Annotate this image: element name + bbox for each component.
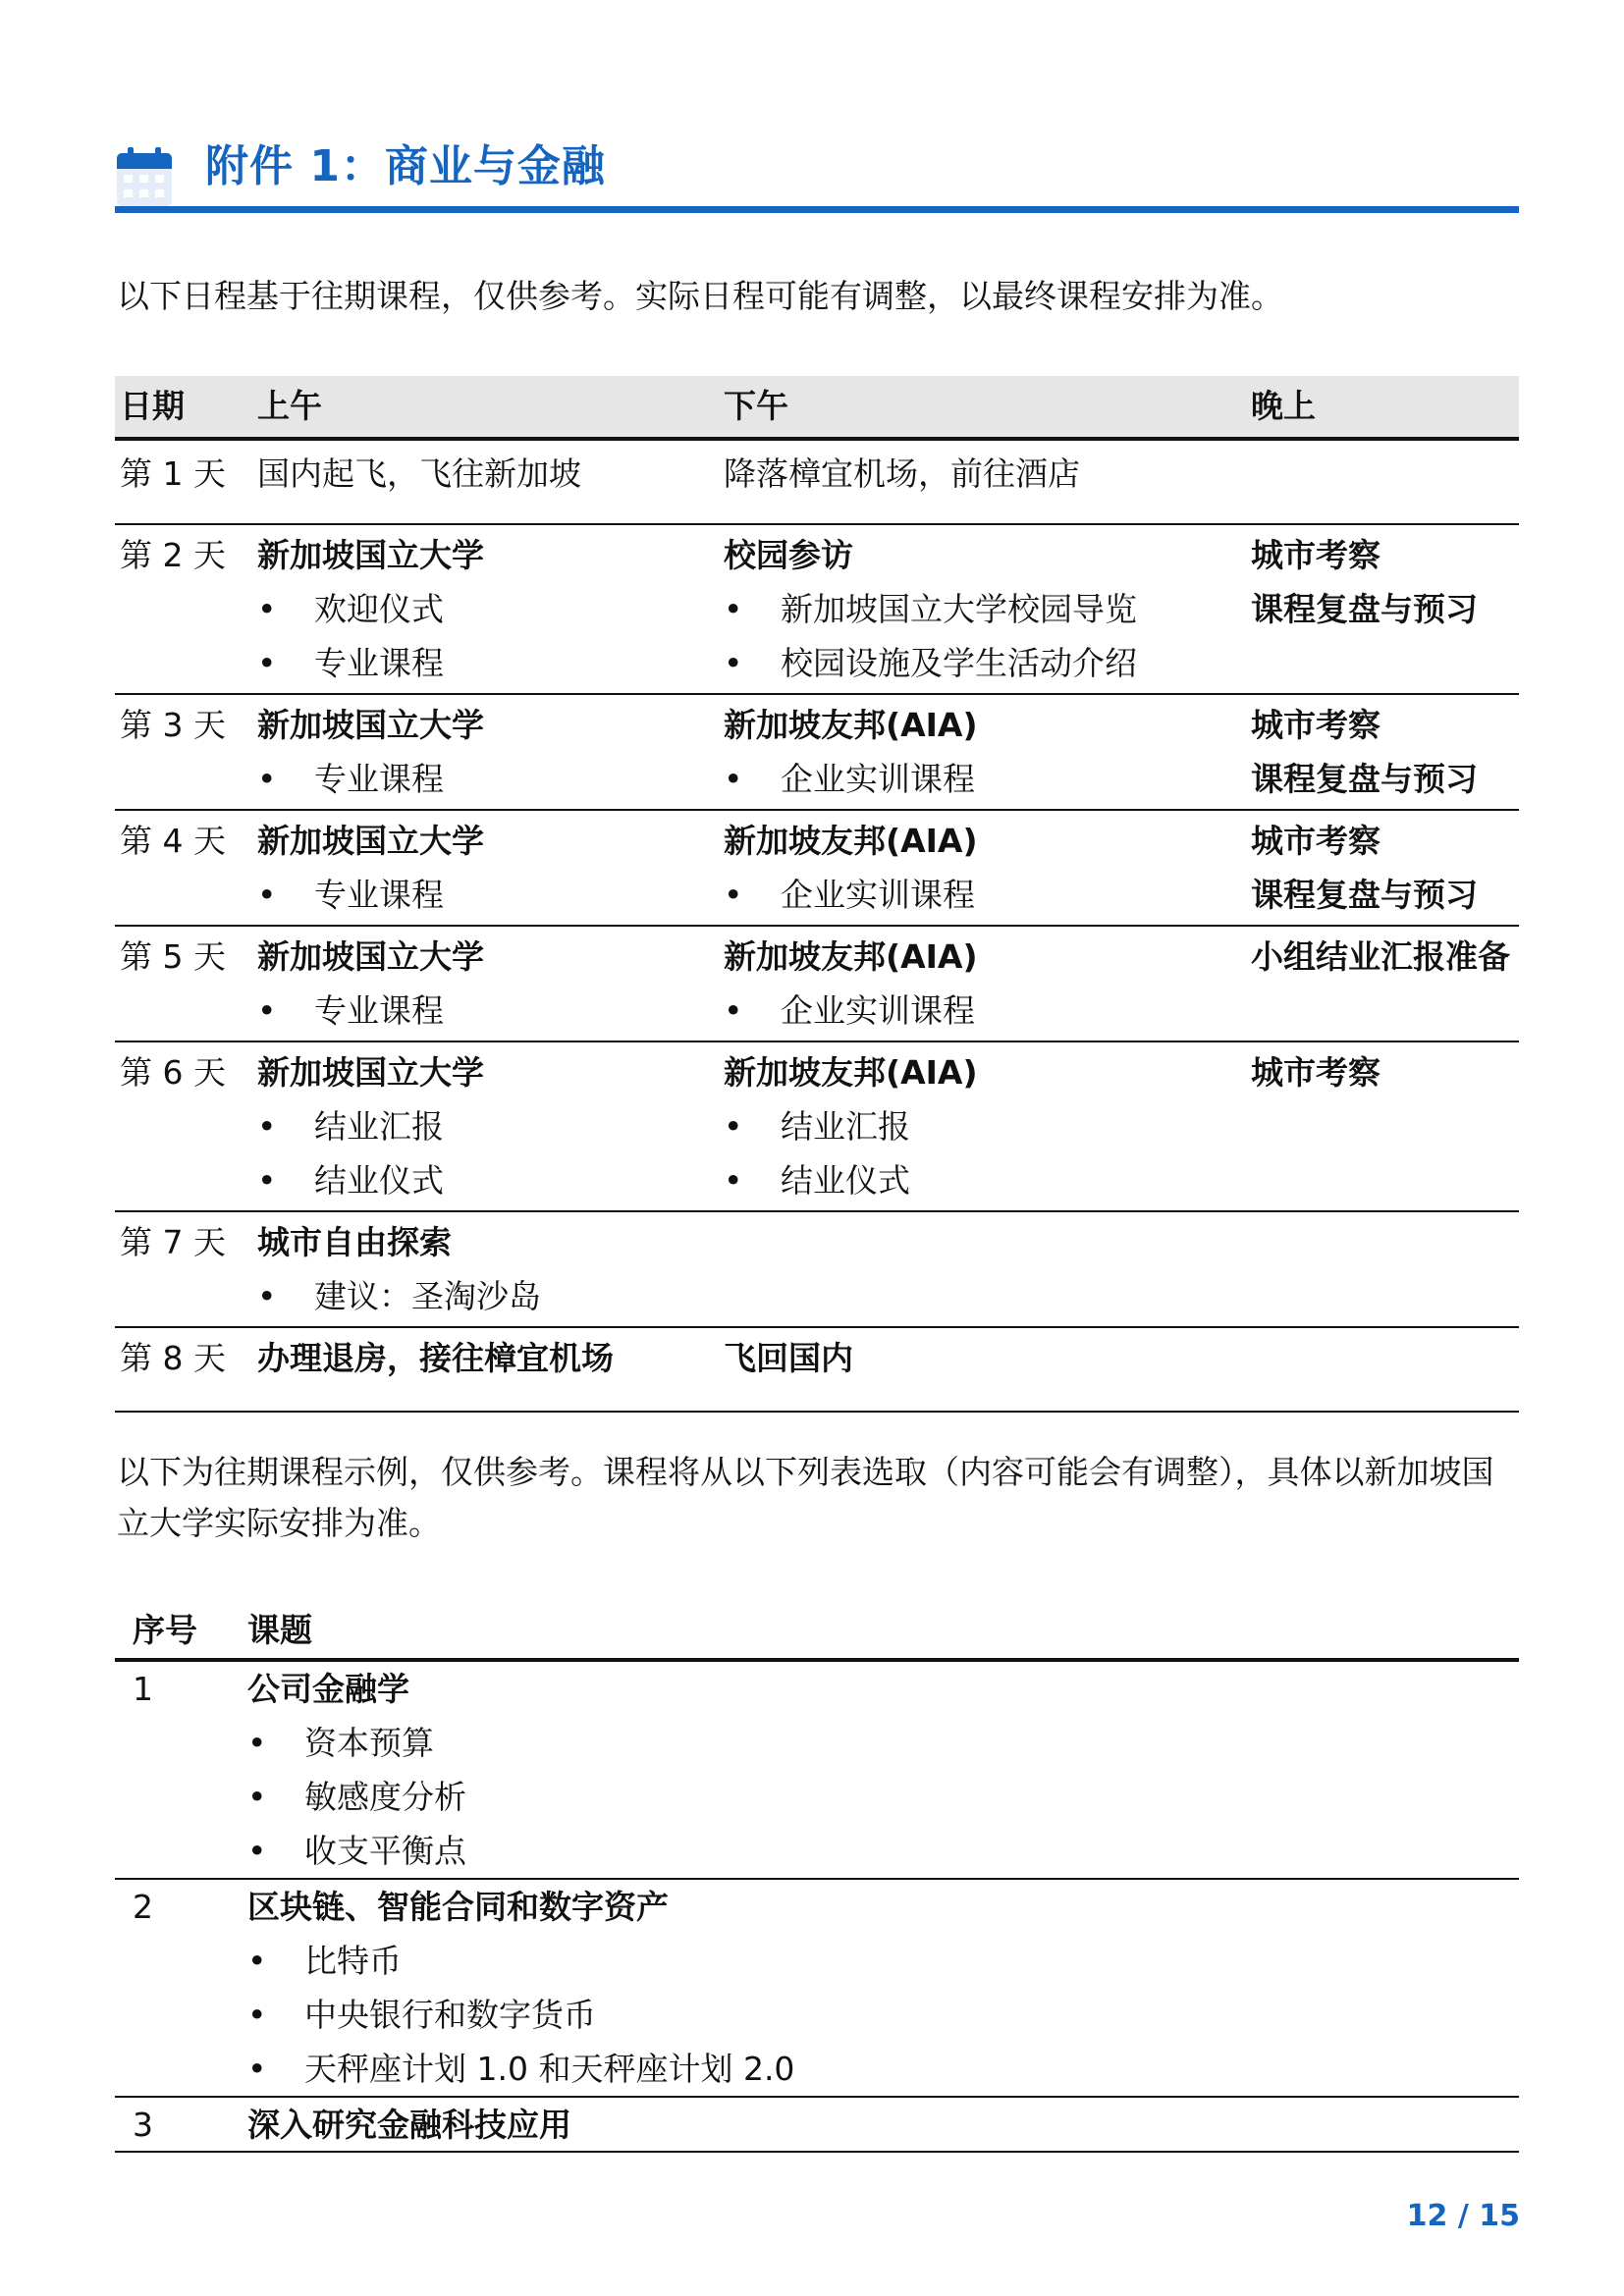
afternoon-cell <box>724 930 1234 1038</box>
evening-activity: 城市考察 <box>1251 536 1380 574</box>
day-label: 第 5 天 <box>120 937 226 976</box>
course-topic <box>247 2098 571 2152</box>
day-label: 第 4 天 <box>120 822 226 860</box>
activity-title: 国内起飞，飞往新加坡 <box>257 454 581 493</box>
course-row <box>115 1662 1519 1880</box>
schedule-row <box>115 1212 1519 1328</box>
bullet-item: • 结业汇报 <box>724 1099 1234 1153</box>
evening-cell <box>1251 698 1526 806</box>
bullet-item: • 企业实训课程 <box>724 752 1234 806</box>
bullet-item: • 企业实训课程 <box>724 868 1234 922</box>
bullet-item: • 专业课程 <box>257 752 709 806</box>
schedule-row <box>115 441 1519 525</box>
evening-activity: 城市考察 <box>1251 822 1380 860</box>
bullet-item: • 比特币 <box>247 1934 794 1988</box>
day-label: 第 7 天 <box>120 1223 226 1261</box>
schedule-table <box>115 376 1519 1413</box>
bullet-item: • 敏感度分析 <box>247 1770 466 1824</box>
activity-title: 办理退房，接往樟宜机场 <box>257 1339 614 1377</box>
bullet-item: • 结业汇报 <box>257 1099 709 1153</box>
morning-cell <box>257 698 709 806</box>
activity-title: 飞回国内 <box>724 1339 853 1377</box>
afternoon-cell <box>724 1331 1234 1385</box>
activity-title: 城市自由探索 <box>257 1223 452 1261</box>
bullet-item: • 结业仪式 <box>257 1153 709 1207</box>
bullet-item: • 中央银行和数字货币 <box>247 1988 794 2042</box>
bullet-item: • 天秤座计划 1.0 和天秤座计划 2.0 <box>247 2042 794 2096</box>
header-evening: 晚上 <box>1251 387 1316 425</box>
morning-cell <box>257 528 709 690</box>
activity-title: 新加坡国立大学 <box>257 706 484 744</box>
evening-cell <box>1251 528 1526 636</box>
course-title: 公司金融学 <box>247 1670 409 1708</box>
course-table <box>115 1603 1519 2153</box>
section-header <box>115 137 1519 216</box>
day-label: 第 1 天 <box>120 454 226 493</box>
schedule-row <box>115 695 1519 811</box>
title-divider <box>115 206 1519 213</box>
bullet-item: • 欢迎仪式 <box>257 582 709 636</box>
activity-title: 新加坡友邦(AIA) <box>724 706 978 744</box>
bullet-item: • 专业课程 <box>257 636 709 690</box>
morning-cell <box>257 930 709 1038</box>
course-number: 2 <box>133 1888 153 1926</box>
evening-activity: 小组结业汇报准备 <box>1251 937 1510 976</box>
header-afternoon: 下午 <box>724 387 788 425</box>
evening-activity: 城市考察 <box>1251 706 1380 744</box>
evening-cell <box>1251 814 1526 922</box>
activity-title: 新加坡国立大学 <box>257 536 484 574</box>
afternoon-cell <box>724 698 1234 806</box>
course-topic <box>247 1662 466 1878</box>
evening-cell <box>1251 1045 1526 1099</box>
course-table-header <box>115 1603 1519 1662</box>
activity-title: 新加坡国立大学 <box>257 822 484 860</box>
page-title: 附件 1：商业与金融 <box>205 141 606 191</box>
header-morning: 上午 <box>257 387 322 425</box>
activity-title: 新加坡友邦(AIA) <box>724 937 978 976</box>
bullet-item: • 建议：圣淘沙岛 <box>257 1269 709 1323</box>
bullet-item: • 新加坡国立大学校园导览 <box>724 582 1234 636</box>
activity-title: 降落樟宜机场，前往酒店 <box>724 454 1080 493</box>
afternoon-cell <box>724 814 1234 922</box>
schedule-row <box>115 1042 1519 1212</box>
morning-cell <box>257 1331 709 1385</box>
evening-activity: 课程复盘与预习 <box>1251 590 1478 628</box>
evening-activity: 城市考察 <box>1251 1053 1380 1092</box>
activity-title: 新加坡国立大学 <box>257 1053 484 1092</box>
day-label: 第 8 天 <box>120 1339 226 1377</box>
day-label: 第 6 天 <box>120 1053 226 1092</box>
header-day: 日期 <box>120 387 185 425</box>
schedule-row <box>115 927 1519 1042</box>
activity-title: 校园参访 <box>724 536 853 574</box>
course-row <box>115 2098 1519 2153</box>
schedule-row <box>115 811 1519 927</box>
evening-activity: 课程复盘与预习 <box>1251 760 1478 798</box>
activity-title: 新加坡国立大学 <box>257 937 484 976</box>
bullet-item: • 校园设施及学生活动介绍 <box>724 636 1234 690</box>
header-number: 序号 <box>133 1611 197 1649</box>
bullet-item: • 收支平衡点 <box>247 1824 466 1878</box>
morning-cell <box>257 814 709 922</box>
bullet-item: • 专业课程 <box>257 868 709 922</box>
bullet-item: • 专业课程 <box>257 984 709 1038</box>
schedule-row <box>115 525 1519 695</box>
evening-activity: 课程复盘与预习 <box>1251 876 1478 914</box>
day-label: 第 2 天 <box>120 536 226 574</box>
course-topic <box>247 1880 794 2096</box>
afternoon-cell <box>724 1045 1234 1207</box>
schedule-table-header <box>115 376 1519 441</box>
bullet-item: • 资本预算 <box>247 1716 466 1770</box>
activity-title: 新加坡友邦(AIA) <box>724 1053 978 1092</box>
schedule-intro: 以下日程基于往期课程，仅供参考。实际日程可能有调整，以最终课程安排为准。 <box>117 277 1283 315</box>
morning-cell <box>257 1215 709 1323</box>
course-row <box>115 1880 1519 2098</box>
afternoon-cell <box>724 447 1234 501</box>
schedule-row <box>115 1328 1519 1413</box>
course-title: 深入研究金融科技应用 <box>247 2106 571 2144</box>
calendar-icon <box>115 147 174 208</box>
bullet-item: • 企业实训课程 <box>724 984 1234 1038</box>
header-topic: 课题 <box>247 1611 312 1649</box>
course-number: 1 <box>133 1670 153 1708</box>
afternoon-cell <box>724 528 1234 690</box>
morning-cell <box>257 1045 709 1207</box>
course-number: 3 <box>133 2106 153 2144</box>
evening-cell <box>1251 930 1526 984</box>
course-title: 区块链、智能合同和数字资产 <box>247 1888 669 1926</box>
activity-title: 新加坡友邦(AIA) <box>724 822 978 860</box>
bullet-item: • 结业仪式 <box>724 1153 1234 1207</box>
morning-cell <box>257 447 709 501</box>
page-number: 12 / 15 <box>1406 2199 1520 2233</box>
day-label: 第 3 天 <box>120 706 226 744</box>
course-intro: 以下为往期课程示例，仅供参考。课程将从以下列表选取（内容可能会有调整），具体以新加坡国立大学实际安排为准。 <box>117 1453 1494 1542</box>
